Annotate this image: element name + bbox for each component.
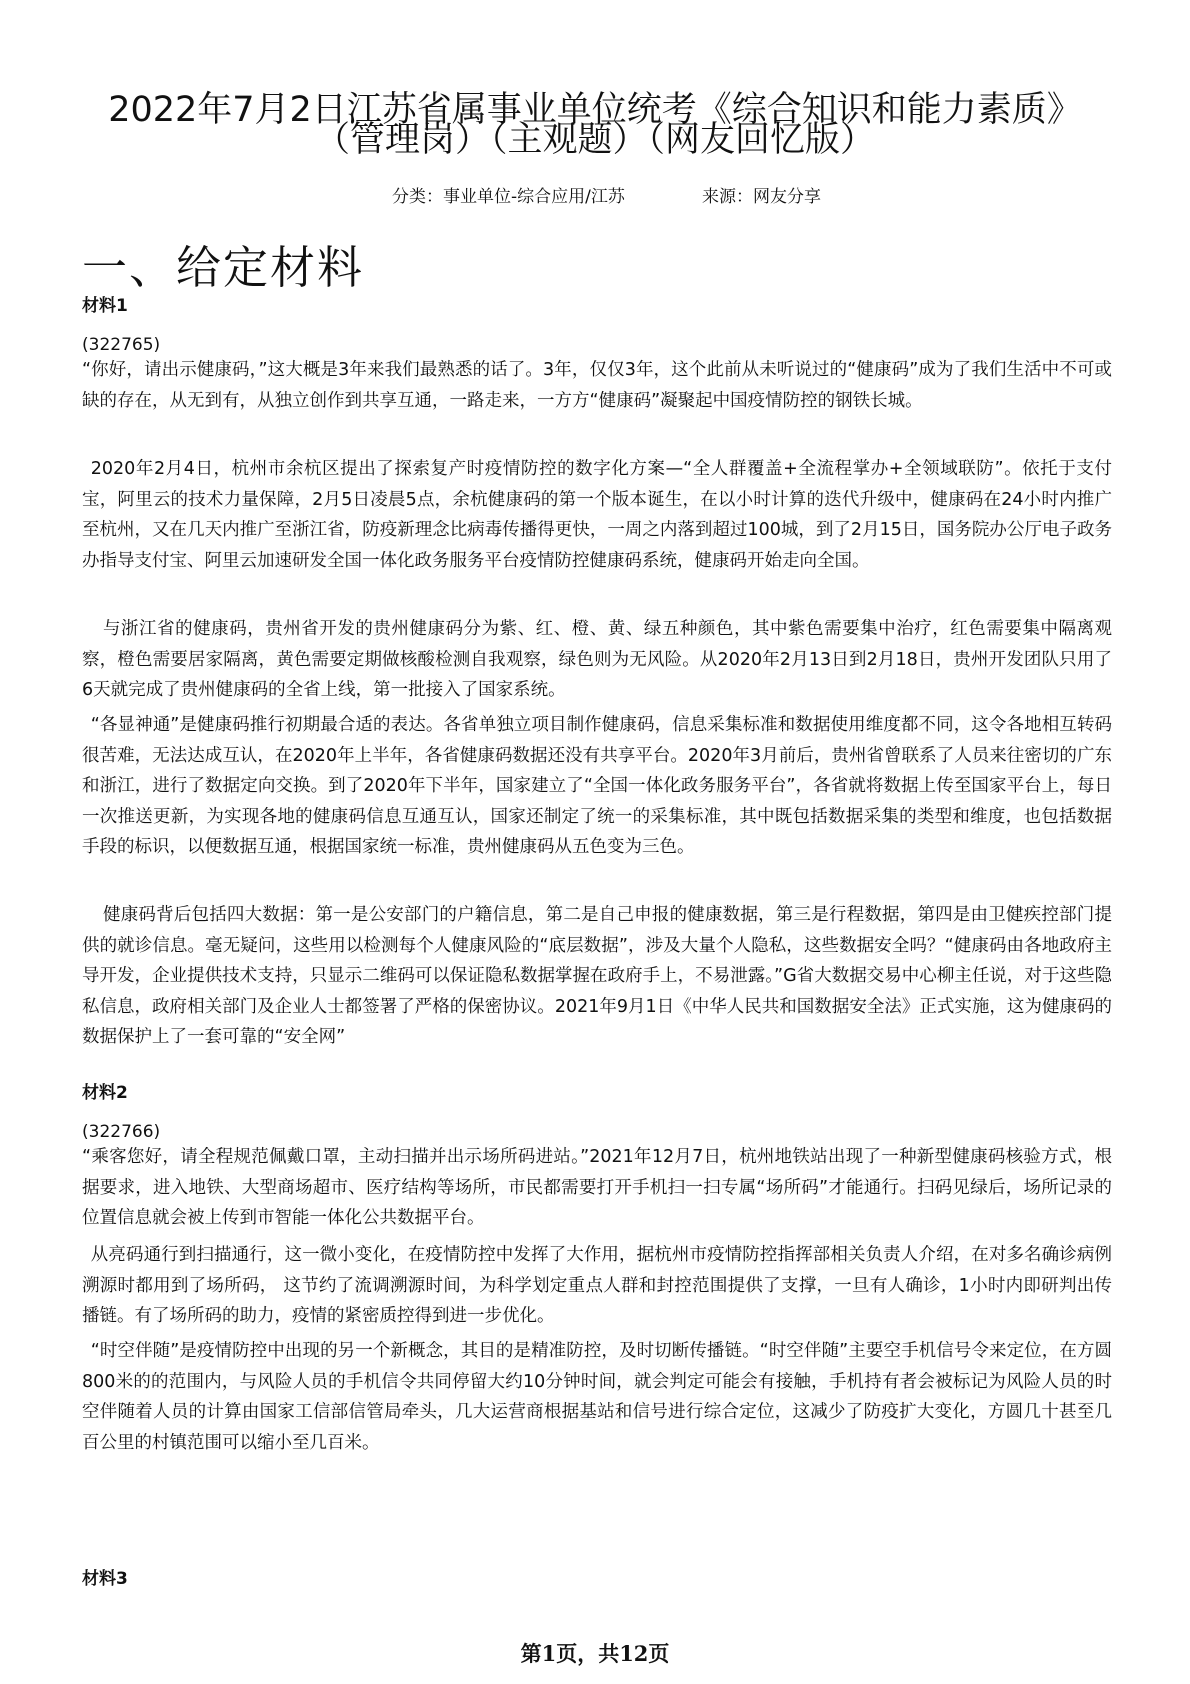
material-2-paragraph: 从亮码通行到扫描通行，这一微小变化，在疫情防控中发挥了大作用，据杭州市疫情防控指挥部相关负责人介绍，在对多名确诊病例溯源时都用到了场所码， 这节约了流调溯源时间，为科学划定重点人群和封控范围提供了支撑，一旦有人确诊，1小时内即研判出传播链。有了场所码的助力，疫情的紧密质控得到进一步优化。 [82,1245,1112,1326]
category-label: 分类：事业单位-综合应用/江苏 [392,187,625,207]
material-1-paragraph: “各显神通”是健康码推行初期最合适的表达。各省单独立项目制作健康码，信息采集标准和数据使用维度都不同，这令各地相互转码很苦难，无法达成互认，在2020年上半年，各省健康码数据还没有共享平台。2020年3月前后，贵州省曾联系了人员来往密切的广东和浙江，进行了数据定向交换。到了2020年下半年，国家建立了“全国一体化政务服务平台”，各省就将数据上传至国家平台上，每日一次推送更新，为实现各地的健康码信息互通互认，国家还制定了统一的采集标准，其中既包括数据采集的类型和维度，也包括数据手段的标识，以便数据互通，根据国家统一标准，贵州健康码从五色变为三色。 [82,715,1112,857]
document-title-line1: 2022年7月2日江苏省属事业单位统考《综合知识和能力素质》 [108,90,1082,130]
material-2-title: 材料2 [82,1083,128,1103]
material-1-paragraph: 健康码背后包括四大数据：第一是公安部门的户籍信息，第二是自己申报的健康数据，第三是行程数据，第四是由卫健疾控部门提供的就诊信息。毫无疑问，这些用以检测每个人健康风险的“底层数据”，涉及大量个人隐私，这些数据安全吗？“健康码由各地政府主导开发，企业提供技术支持，只显示二维码可以保证隐私数据掌握在政府手上，不易泄露。”G省大数据交易中心柳主任说，对于这些隐私信息，政府相关部门及企业人士都签署了严格的保密协议。2021年9月1日《中华人民共和国数据安全法》正式实施，这为健康码的数据保护上了一套可靠的“安全网” [82,905,1112,1047]
material-1-paragraph: “你好，请出示健康码，”这大概是3年来我们最熟悉的话了。3年，仅仅3年，这个此前从未听说过的“健康码”成为了我们生活中不可或缺的存在，从无到有，从独立创作到共享互通，一路走来，一方方“健康码”凝聚起中国疫情防控的钢铁长城。 [82,360,1112,411]
section-heading: 一、给定材料 [82,241,365,294]
material-1-paragraph: 2020年2月4日，杭州市余杭区提出了探索复产时疫情防控的数字化方案—“全人群覆盖+全流程掌办+全领域联防”。依托于支付宝，阿里云的技术力量保障，2月5日凌晨5点，余杭健康码的第一个版本诞生，在以小时计算的迭代升级中，健康码在24小时内推广至杭州，又在几天内推广至浙江省，防疫新理念比病毒传播得更快，一周之内落到超过100城，到了2月15日，国务院办公厅电子政务办指导支付宝、阿里云加速研发全国一体化政务服务平台疫情防控健康码系统，健康码开始走向全国。 [82,459,1112,571]
page-footer: 第1页，共12页 [520,1641,670,1666]
material-2-paragraph: “时空伴随”是疫情防控中出现的另一个新概念，其目的是精准防控，及时切断传播链。“时空伴随”主要空手机信号令来定位，在方圆800米的的范围内，与风险人员的手机信令共同停留大约10分钟时间，就会判定可能会有接触，手机持有者会被标记为风险人员的时空伴随着人员的计算由国家工信部信管局牵头，几大运营商根据基站和信号进行综合定位，这减少了防疫扩大变化，方圆几十甚至几百公里的村镇范围可以缩小至几百米。 [82,1341,1112,1453]
material-2-code: (322766) [82,1122,161,1142]
material-2-paragraph: “乘客您好，请全程规范佩戴口罩，主动扫描并出示场所码进站。”2021年12月7日，杭州地铁站出现了一种新型健康码核验方式，根据要求，进入地铁、大型商场超市、医疗结构等场所，市民都需要打开手机扫一扫专属“场所码”才能通行。扫码见绿后，场所记录的位置信息就会被上传到市智能一体化公共数据平台。 [82,1147,1112,1228]
material-1-paragraph: 与浙江省的健康码，贵州省开发的贵州健康码分为紫、红、橙、黄、绿五种颜色，其中紫色需要集中治疗，红色需要集中隔离观察，橙色需要居家隔离，黄色需要定期做核酸检测自我观察，绿色则为无风险。从2020年2月13日到2月18日，贵州开发团队只用了6天就完成了贵州健康码的全省上线，第一批接入了国家系统。 [82,619,1112,700]
material-1-title: 材料1 [82,296,128,316]
material-1-code: (322765) [82,335,161,355]
material-3-title: 材料3 [82,1569,128,1589]
source-label: 来源：网友分享 [702,187,821,207]
document-title-line2: （管理岗）（主观题）（网友回忆版） [314,120,875,160]
